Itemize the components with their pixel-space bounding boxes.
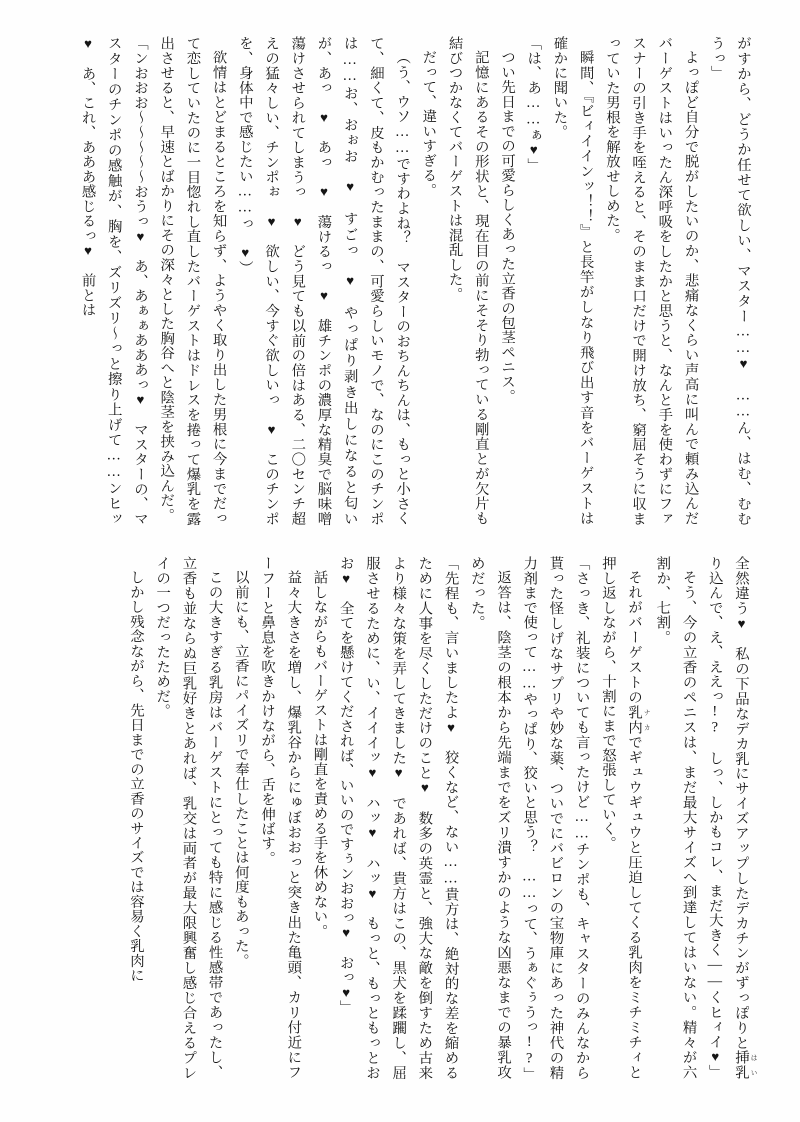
heart-icon: ♥	[237, 245, 253, 261]
paragraph-with-ruby: 全然違う♥ 私の下品なデカ乳にサイズアップしたデカチンがずっぽりと挿乳 はいり込んで、え、ええっ!? しっ、しかもコレ、まだ大きく――くヒィイ♥」	[706, 556, 756, 1080]
paragraph: （う、ウソ……ですわよね？ マスターのおちんちんは、もっと小さくて、細くて、皮もかむったままの、可愛らしいモノで、なのにこのチンポは……お、おぉお♥ すごっ♥ やっぱり剥き出しになると匂いが、あっ♥ あっ♥ 蕩けるっ♥ 雄チンポの濃厚な精臭で脳味噌蕩けさせられてしまうっ♥ どう見ても以前の倍はある、二〇センチ超えの猛々しい、チンポぉ♥ 欲しい、今すぐ欲しいっ♥ このチンポを、身体中で感じたい……っ♥）	[236, 36, 411, 527]
heart-icon: ♥	[391, 765, 407, 781]
paragraph: 以前にも、立香にパイズリで奉仕したことは何度もあった。	[232, 570, 249, 969]
paragraph: 記憶にあるその形状と、現在目の前にそそり勃っている剛直とが欠片も結びつかなくてバーゲストは混乱した。	[446, 36, 489, 526]
ruby-annotation: 挿乳 はい	[733, 1050, 756, 1080]
paragraph-with-ruby: それがバーゲストの乳内 ナカでギュウギュウと圧迫してくる乳肉をミチミチィと押し返しながら、十割にまで怒張していく。	[599, 556, 650, 1080]
paragraph: つい先日までの可愛らしくあった立香の包茎ペニス。	[499, 50, 516, 405]
heart-icon: ♥	[443, 719, 459, 735]
heart-icon: ♥	[417, 780, 433, 796]
furigana: はい	[749, 1050, 756, 1080]
paragraph: そう、今の立香のペニスは、まだ最大サイズへ到達してはいない。精々が六割か、七割。	[654, 556, 697, 1080]
text-block-upper	[64, 36, 756, 526]
paragraph: がすから、どうか任せて欲しい、マスター……♥ ……ん、はむ、むむうっ」	[708, 36, 751, 526]
heart-icon: ♥	[264, 421, 280, 437]
furigana: ナカ	[642, 705, 650, 736]
heart-icon: ♥	[338, 570, 354, 587]
heart-icon: ♥	[364, 764, 380, 781]
paragraph: 返答は、陰茎の根本から先端までをズリ潰すかのような凶悪なまでの暴乳攻めだった。	[468, 556, 512, 1080]
heart-icon: ♥	[338, 925, 354, 941]
paragraph: 瞬間、『ビィイインッ！！』と長竿がしなり飛び出す音をバーゲストは確かに聞いた。	[551, 36, 594, 526]
heart-icon: ♥	[526, 142, 542, 158]
heart-icon: ♥	[342, 179, 358, 195]
heart-icon: ♥	[734, 615, 749, 632]
heart-icon: ♥	[80, 36, 96, 52]
paragraph: 話しながらもバーゲストは剛直を責める手を休めない。	[311, 570, 328, 939]
paragraph: 「は、あ……ぁ♥」	[525, 36, 542, 173]
heart-icon: ♥	[316, 184, 332, 200]
heart-icon: ♥	[132, 228, 148, 244]
heart-icon: ♥	[364, 825, 380, 841]
paragraph: 益々大きさを増し、爆乳谷からにゅぼおおっと突き出た亀頭、カリ付近にフーフーと鼻息を吹きかけながら、舌を伸ばす。	[259, 556, 302, 1080]
heart-icon: ♥	[736, 356, 751, 372]
text-block-lower	[64, 556, 756, 1080]
paragraph: 「さっき、礼装についても言ったけど……チンポも、キャスターのみんなから貰った怪しげなサプリや妙な薬、ついでにバビロンの宝物庫にあった神代の精力剤まで使って……やっぱり、狡いと思う？ ……って、うぁぐぅうっ!?」	[521, 556, 590, 1082]
heart-icon: ♥	[316, 109, 332, 126]
paragraph: よっぽど自分で脱がしたいのか、悲痛なくらい声高に叫んで頼み込んだバーゲストはいったん深呼吸をしたかと思うと、なんと手を使わずにファスナーの引き手を咥えると、そのまま口だけで開け放ち、窮屈そうに収まっていた男根を解放せしめた。	[603, 36, 699, 526]
heart-icon: ♥	[364, 885, 380, 901]
heart-icon: ♥	[338, 984, 354, 1001]
heart-icon: ♥	[132, 392, 148, 408]
paragraph: 「先程も、言いましたよ♥ 狡くなど、ない……貴方は、絶対的な差を縮めるために人事を尽くしただけのこと♥ 数多の英霊と、強大な敵を倒すため古来より様々な策を弄してきました♥ であれば、貴方はこの、黒犬を蹂躙し、屈服させるために、い、イイイッ♥ ハッ♥ ハッ♥ もっと、もっともっとおお♥ 全てを懸けてくだされば、いいのですぅンおおっ♥ おっ♥」	[337, 556, 459, 1080]
heart-icon: ♥	[316, 288, 332, 304]
ruby-annotation: 乳内 ナカ	[626, 705, 650, 736]
paragraph: 欲情はとどまるところを知らず、ようやく取り出した男根に今までだって恋していたのに一目惚れし直したバーゲストはドレスを捲って爆乳を露出させると、早速とばかりにその深々とした胸谷へと陰茎を挟み込んだ。	[158, 36, 227, 526]
heart-icon: ♥	[80, 242, 96, 259]
heart-icon: ♥	[342, 273, 358, 289]
paragraph: だって、違いすぎる。	[420, 50, 437, 198]
heart-icon: ♥	[707, 1048, 723, 1065]
paragraph: しかし残念ながら、先日までの立香のサイズでは容易く乳肉に	[127, 570, 144, 984]
paragraph: この大きすぎる乳房はバーゲストにとっても特に感じる性感帯であったし、立香も並ならぬ巨乳好きとあれば、乳交は両者が最大限興奮し感じ合えるプレイの一つだったためだ。	[154, 556, 223, 1080]
heart-icon: ♥	[264, 213, 280, 229]
paragraph: 「ンおおお～～～～～おうっ♥ あ、あぁぁあああっ♥ マスターの、マスターのチンポの感触が、胸を、ズリズリ～っと擦り上げて……ンヒッ♥ あ、これ、あああ感じるっ♥ 前とは	[79, 36, 148, 527]
heart-icon: ♥	[290, 213, 306, 230]
